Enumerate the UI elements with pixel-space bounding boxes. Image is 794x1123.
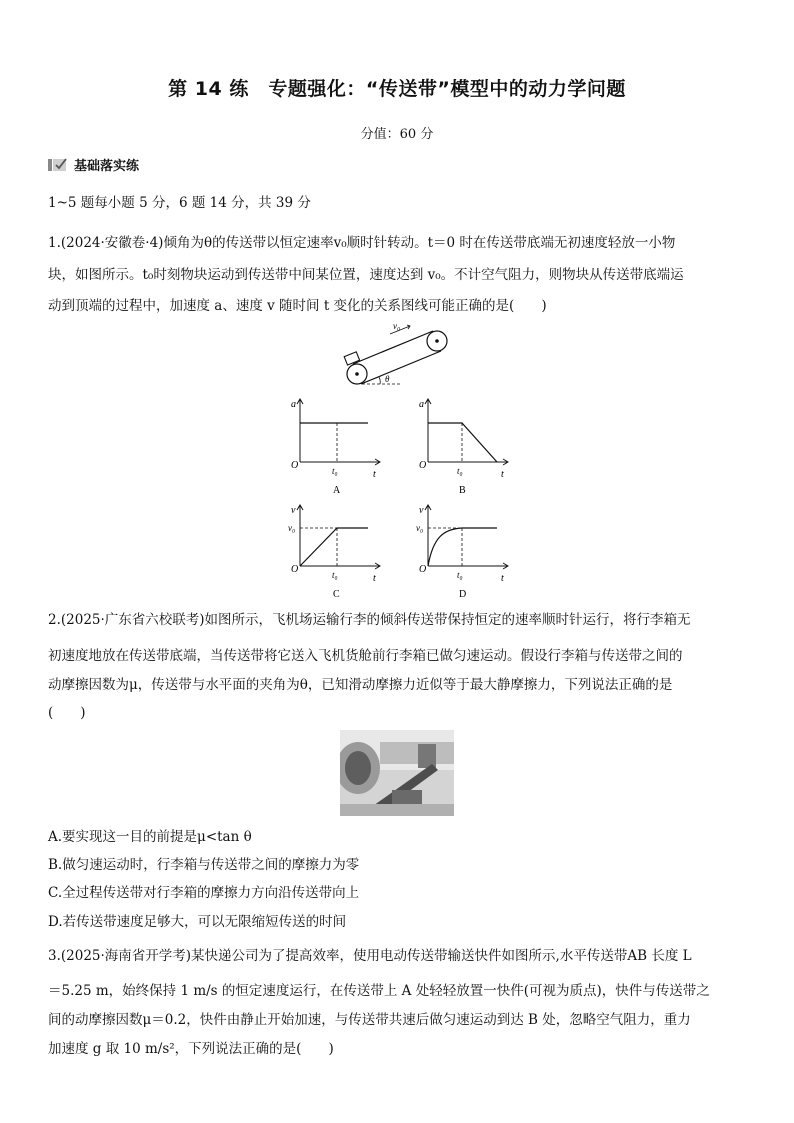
belt-angle-label: θ — [385, 374, 390, 384]
q1-line-1: 1.(2024·安徽卷·4)倾角为θ的传送带以恒定速率v₀顺时针转动。t＝0 时在传送带底端无初速度轻放一小物 — [48, 235, 676, 251]
score-label: 分值：60 分 — [360, 127, 434, 142]
graph-d-ylabel: v — [419, 505, 424, 516]
score-intro: 1~5 题每小题 5 分，6 题 14 分，共 39 分 — [48, 195, 311, 211]
graph-c-ytick: v₀ — [288, 523, 296, 533]
graph-d-ytick: v₀ — [416, 523, 424, 533]
page-title: 第 14 练 专题强化：“传送带”模型中的动力学问题 — [168, 78, 626, 100]
section-label: 基础落实练 — [74, 159, 140, 174]
section-header — [48, 155, 139, 174]
graph-a-origin: O — [291, 460, 299, 471]
q3-line-4: 加速度 g 取 10 m/s²，下列说法正确的是( ) — [48, 1041, 334, 1057]
graph-b-xlabel: t — [501, 469, 504, 480]
q2-line-1: 2.(2025·广东省六校联考)如图所示，飞机场运输行李的倾斜传送带保持恒定的速率顺时针运行，将行李箱无 — [48, 612, 691, 628]
graph-d-origin: O — [419, 564, 427, 575]
q3-line-2: ＝5.25 m，始终保持 1 m/s 的恒定速度运行，在传送带上 A 处轻轻放置一快件(可视为质点)，快件与传送带之 — [48, 983, 710, 999]
conveyor-belt-diagram — [330, 320, 460, 390]
graph-c-tick: t₀ — [332, 570, 338, 580]
checklist-icon — [48, 158, 68, 172]
graph-c-ylabel: v — [291, 505, 296, 516]
q3-line-3: 间的动摩擦因数μ＝0.2，快件由静止开始加速，与传送带共速后做匀速运动到达 B 处，忽略空气阻力，重力 — [48, 1012, 691, 1028]
graph-b-origin: O — [419, 460, 427, 471]
graph-b-letter: B — [459, 485, 466, 496]
graph-d-letter: D — [459, 589, 467, 600]
q3-line-1: 3.(2025·海南省开学考)某快递公司为了提高效率，使用电动传送带输送快件如图所示,水平传送带AB 长度 L — [48, 948, 692, 964]
graph-b-ylabel: a — [419, 399, 424, 410]
q2-line-3: 动摩擦因数为μ，传送带与水平面的夹角为θ，已知滑动摩擦力近似等于最大静摩擦力，下列说法正确的是 — [48, 677, 673, 693]
belt-speed-label: v₀ — [393, 321, 401, 331]
q2-option-c: C.全过程传送带对行李箱的摩擦力方向沿传送带向上 — [48, 885, 360, 901]
graph-d — [413, 502, 518, 602]
graph-c-letter: C — [333, 589, 340, 600]
q2-line-4: ( ) — [48, 705, 86, 721]
airport-conveyor-photo — [340, 730, 454, 816]
graph-d-tick: t₀ — [457, 570, 463, 580]
graph-a-xlabel: t — [373, 469, 376, 480]
graph-a — [285, 396, 390, 496]
q1-line-2: 块，如图所示。t₀时刻物块运动到传送带中间某位置，速度达到 v₀。不计空气阻力，则物块从传送带底端运 — [48, 267, 684, 283]
q2-option-a: A.要实现这一目的前提是μ<tan θ — [48, 829, 252, 845]
graph-b — [413, 396, 518, 496]
graph-d-xlabel: t — [501, 573, 504, 584]
graph-c-origin: O — [291, 564, 299, 575]
q2-option-d: D.若传送带速度足够大，可以无限缩短传送的时间 — [48, 914, 347, 930]
q2-option-b: B.做匀速运动时，行李箱与传送带之间的摩擦力为零 — [48, 857, 360, 873]
graph-a-tick: t₀ — [332, 466, 338, 476]
q2-line-2: 初速度地放在传送带底端，当传送带将它送入飞机货舱前行李箱已做匀速运动。假设行李箱与传送带之间的 — [48, 648, 683, 664]
q1-line-3: 动到顶端的过程中，加速度 a、速度 v 随时间 t 变化的关系图线可能正确的是( ) — [48, 298, 547, 314]
graph-c-xlabel: t — [373, 573, 376, 584]
graph-c — [285, 502, 390, 602]
graph-a-ylabel: a — [291, 399, 296, 410]
graph-a-letter: A — [333, 485, 341, 496]
graph-b-tick: t₀ — [457, 466, 463, 476]
